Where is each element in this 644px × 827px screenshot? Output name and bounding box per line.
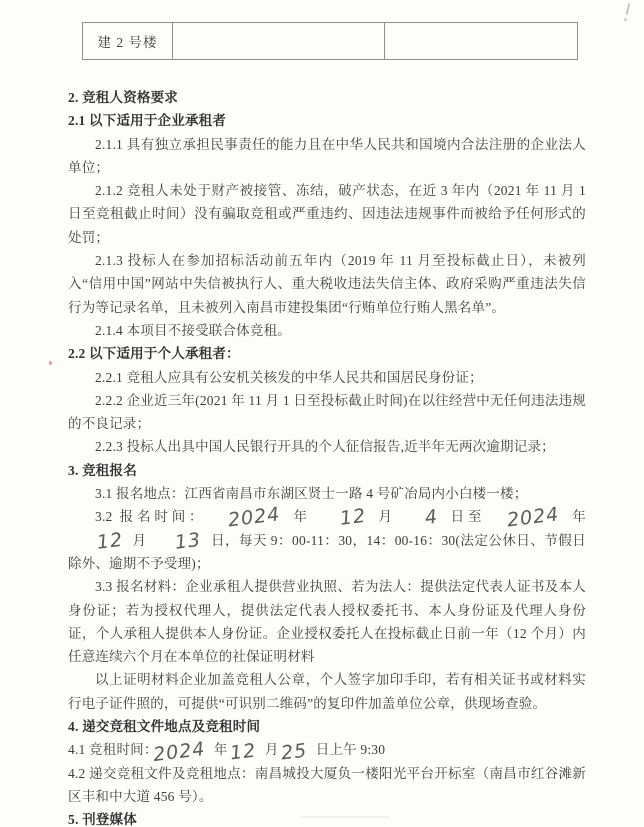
- bid-time-prefix: 4.1 竞租时间：: [68, 742, 158, 758]
- handwritten-reg-year-from: 2024: [227, 503, 282, 532]
- handwritten-bid-day: 25: [279, 739, 309, 765]
- paragraph-3-3: 3.3 报名材料：企业承租人提供营业执照、若为法人：提供法定代表人证书及本人身份证；若为授权代理人，提供法定代表人授权委托书、本人身份证及代理人身份证，个人承租人提供本人身份证。企业授权委托人在投标截止日前一年（12 个月）内任意连续六个月在本单位的社保证明材料: [68, 579, 586, 665]
- paragraph-seal-note: 以上证明材料企业加盖竞租人公章，个人签字加印手印，若有相关证书或材料实行电子证件照的，可提供“可识别二维码”的复印件加盖单位公章，供现场查验。: [68, 672, 586, 711]
- paragraph-2-1-2: 2.1.2 竞租人未处于财产被接管、冻结，破产状态，在近 3 年内（2021 年 11 月 1 日至竞租截止时间）没有骗取竞租或严重违约、因违法违规事件而被给予任何形式的处罚；: [68, 183, 586, 245]
- handwritten-reg-day-from: 4: [423, 505, 440, 530]
- handwritten-bid-year: 2024: [151, 738, 207, 767]
- reg-time-prefix: 3.2 报名时间：: [95, 509, 207, 525]
- handwritten-reg-month-from: 12: [338, 505, 368, 531]
- reg-month-label: 月: [374, 509, 396, 525]
- paragraph-2-2-3: 2.2.3 投标人出具中国人民银行开具的个人征信报告,近半年无两次逾期记录；: [95, 439, 555, 455]
- table-cell-empty-2: [385, 23, 577, 59]
- paragraph-2-2-2: 2.2.2 企业近三年(2021 年 11 月 1 日至投标截止时间)在以往经营中无任何违法违规的不良记录；: [68, 392, 586, 432]
- scan-artifact-red-speck: [49, 361, 52, 365]
- paragraph-2-1-3: 2.1.3 投标人在参加招标活动前五年内（2019 年 11 月至投标截止日），未被列入“信用中国”网站中失信被执行人、重大税收违法失信主体、政府采购严重违法失信行为等记录名单，且未被列入南昌市建投集团“行贿单位行贿人黑名单”。: [68, 253, 586, 315]
- section-3-title: 3. 竞租报名: [68, 462, 137, 478]
- table-cell-empty-1: [173, 23, 385, 59]
- bid-year-label: 年: [213, 742, 228, 758]
- paragraph-3-1: 3.1 报名地点：江西省南昌市东湖区贤士一路 4 号矿冶局内小白楼一楼；: [95, 486, 528, 502]
- handwritten-reg-month-to: 12: [95, 528, 125, 554]
- section-2-1-title: 2.1 以下适用于企业承租者: [68, 113, 227, 129]
- reg-month2-label: 月: [132, 532, 147, 548]
- table-cell-building-label: 建 2 号楼: [83, 23, 173, 59]
- building-table: [82, 22, 578, 60]
- scan-artifact-pen-mark: [626, 3, 631, 15]
- section-2-2-title: 2.2 以下适用于个人承租者：: [68, 346, 240, 362]
- reg-year2-label: 年: [568, 509, 586, 525]
- paragraph-3-2-registration-time: [68, 505, 586, 575]
- paragraph-2-2-1: 2.2.1 竞租人应具有公安机关核发的中华人民共和国居民身份证；: [95, 369, 483, 385]
- scan-artifact-dot: [624, 18, 627, 21]
- bid-month-label: 月: [264, 742, 279, 758]
- reg-year-label: 年: [289, 509, 311, 525]
- scan-artifact-smudge: [300, 816, 390, 818]
- reg-time-suffix: 日，每天 9：00-11：30，14：00-16：30(法定公休日、节假日除外、逾期不予受理)；: [68, 532, 587, 571]
- section-2-title: 2. 竞租人资格要求: [68, 90, 178, 105]
- document-body: [68, 86, 586, 827]
- section-5-title: 5. 刊登媒体: [68, 812, 137, 827]
- paragraph-2-1-4: 2.1.4 本项目不接受联合体竞租。: [95, 322, 291, 338]
- paragraph-4-1-bid-time: [68, 738, 586, 767]
- section-4-title: 4. 递交竞租文件地点及竞租时间: [68, 719, 261, 735]
- paragraph-2-1-1: 2.1.1 具有独立承担民事责任的能力且在中华人民共和国境内合法注册的企业法人单位；: [68, 136, 586, 175]
- handwritten-reg-year-to: 2024: [506, 503, 561, 532]
- handwritten-reg-day-to: 13: [174, 528, 203, 554]
- handwritten-bid-month: 12: [228, 739, 258, 765]
- bid-time-suffix: 日上午 9:30: [315, 742, 386, 758]
- reg-to-label: 日至: [446, 509, 486, 525]
- paragraph-4-2: 4.2 递交竞租文件及竞租地点：南昌城投大厦负一楼阳光平台开标室（南昌市红谷滩新区丰和中大道 456 号）。: [68, 765, 586, 804]
